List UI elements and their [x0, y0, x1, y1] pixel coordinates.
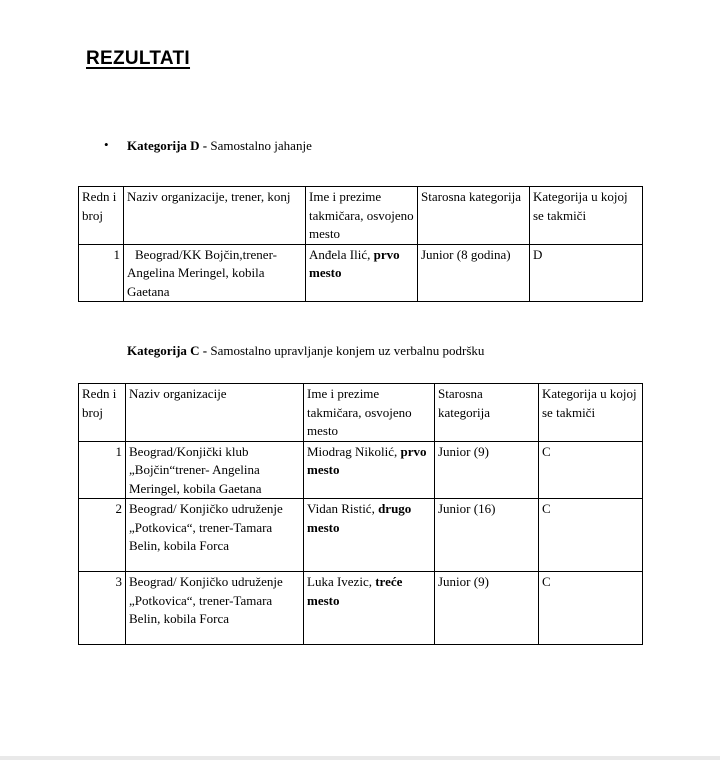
placement: drugo mesto	[307, 501, 412, 535]
competition-category: C	[539, 499, 643, 572]
bullet-icon: •	[104, 137, 109, 152]
table-category-d	[78, 186, 643, 302]
header-cell: Naziv organizacije, trener, konj	[124, 187, 306, 245]
section-d-heading-text: Samostalno jahanje	[207, 138, 312, 153]
table-row	[79, 499, 643, 572]
table-header-row	[79, 187, 643, 245]
age-category: Junior (9)	[435, 572, 539, 645]
competitor-name: Miodrag Nikolić,	[307, 443, 401, 459]
header-cell: Kategorija u kojoj se takmiči	[539, 384, 643, 442]
competitor-cell	[306, 244, 418, 302]
header-cell: Starosna kategorija	[418, 187, 530, 245]
competitor-name: Anđela Ilić,	[309, 246, 374, 262]
row-number: 1	[79, 441, 126, 499]
organization-text: Beograd/KK Bojčin,trener-Angelina Meringel, kobila Gaetana	[127, 246, 277, 299]
section-d-heading	[127, 138, 312, 154]
row-number: 1	[79, 244, 124, 302]
header-cell: Ime i prezime takmičara, osvojeno mesto	[306, 187, 418, 245]
header-cell: Naziv organizacije	[126, 384, 304, 442]
header-cell: Kategorija u kojoj se takmiči	[530, 187, 643, 245]
placement: treće mesto	[307, 574, 403, 608]
table-row	[79, 244, 643, 302]
header-cell: Ime i prezime takmičara, osvojeno mesto	[304, 384, 435, 442]
age-category: Junior (9)	[435, 441, 539, 499]
age-category: Junior (16)	[435, 499, 539, 572]
competitor-cell	[304, 441, 435, 499]
row-number: 3	[79, 572, 126, 645]
competitor-name: Vidan Ristić,	[307, 501, 379, 516]
section-c-heading	[127, 343, 484, 359]
age-category: Junior (8 godina)	[418, 244, 530, 302]
placement: prvo mesto	[309, 246, 400, 280]
competitor-cell	[304, 572, 435, 645]
organization-cell: Beograd/ Konjičko udruženje „Potkovica“, trener-Tamara Belin, kobila Forca	[126, 572, 304, 645]
organization-cell: Beograd/ Konjičko udruženje „Potkovica“, trener-Tamara Belin, kobila Forca	[126, 499, 304, 572]
section-c-heading-text: Samostalno upravljanje konjem uz verbalnu podršku	[207, 343, 485, 358]
competitor-name: Luka Ivezic,	[307, 574, 376, 589]
organization-cell: Beograd/Konjički klub „Bojčin“trener- Angelina Meringel, kobila Gaetana	[126, 441, 304, 499]
header-cell: Redn i broj	[79, 384, 126, 442]
placement: prvo mesto	[307, 443, 427, 477]
competition-category: C	[539, 441, 643, 499]
competitor-cell	[304, 499, 435, 572]
section-c-heading-label: Kategorija C -	[127, 343, 208, 358]
header-cell: Starosna kategorija	[435, 384, 539, 442]
row-number: 2	[79, 499, 126, 572]
table-row	[79, 572, 643, 645]
section-d-heading-label: Kategorija D -	[127, 138, 208, 153]
page-bottom-edge	[0, 756, 720, 760]
table-row	[79, 441, 643, 499]
competition-category: C	[539, 572, 643, 645]
header-cell: Redn i broj	[79, 187, 124, 245]
organization-cell	[124, 244, 306, 302]
competition-category: D	[530, 244, 643, 302]
table-header-row	[79, 384, 643, 442]
page-title: REZULTATI	[86, 48, 191, 69]
table-category-c	[78, 383, 643, 645]
